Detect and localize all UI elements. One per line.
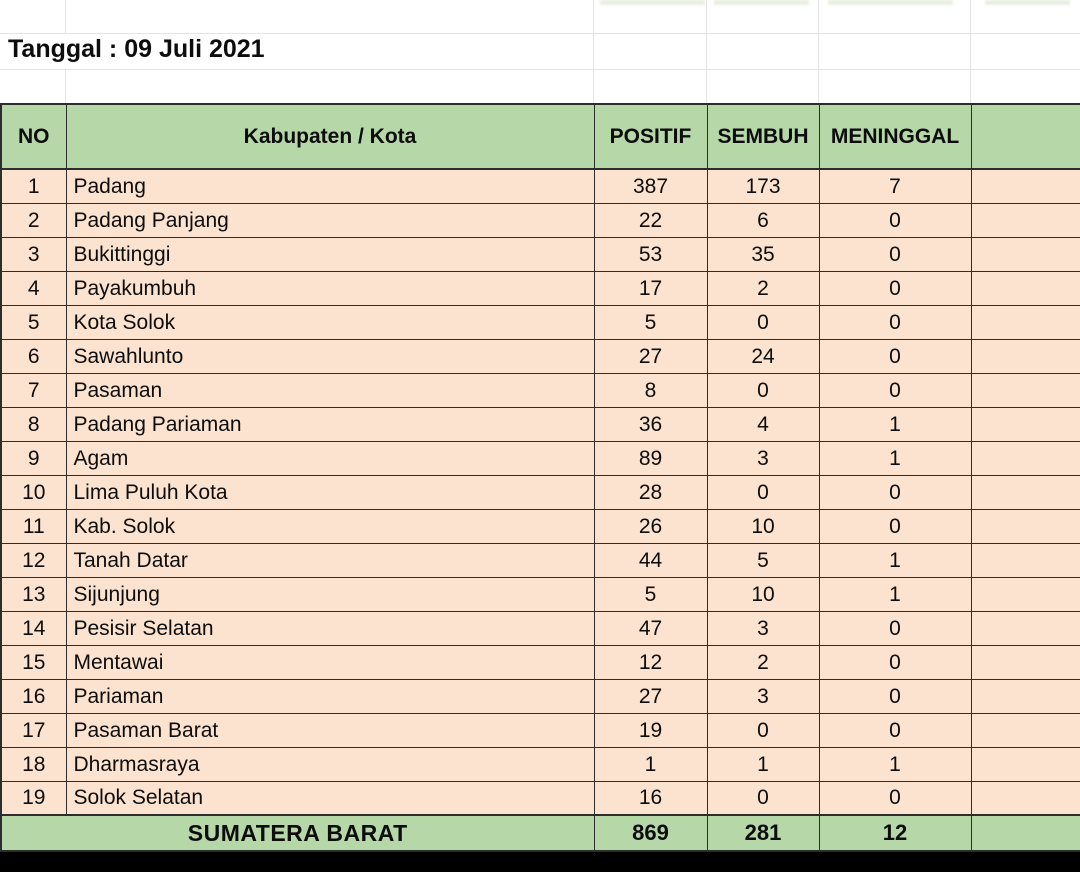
region-name-cell: Tanah Datar bbox=[66, 543, 594, 577]
row-empty-cell bbox=[971, 781, 1080, 815]
header-positif: POSITIF bbox=[594, 104, 707, 169]
table-row bbox=[1, 747, 1080, 781]
positif-value-cell: 27 bbox=[594, 339, 707, 373]
sembuh-value-cell: 1 bbox=[707, 747, 819, 781]
table-row bbox=[1, 577, 1080, 611]
header-empty-cell bbox=[971, 104, 1080, 169]
meninggal-value-cell: 0 bbox=[819, 713, 971, 747]
total-positif-cell: 869 bbox=[594, 815, 707, 851]
table-row bbox=[1, 237, 1080, 271]
region-name-cell: Payakumbuh bbox=[66, 271, 594, 305]
meninggal-value-cell: 1 bbox=[819, 407, 971, 441]
cutoff-row-remnant bbox=[828, 0, 953, 5]
meninggal-value-cell: 0 bbox=[819, 679, 971, 713]
sembuh-value-cell: 35 bbox=[707, 237, 819, 271]
positif-value-cell: 17 bbox=[594, 271, 707, 305]
sembuh-value-cell: 2 bbox=[707, 271, 819, 305]
region-name-cell: Sawahlunto bbox=[66, 339, 594, 373]
meninggal-value-cell: 0 bbox=[819, 645, 971, 679]
cutoff-row-remnant bbox=[985, 0, 1070, 5]
meninggal-value-cell: 0 bbox=[819, 305, 971, 339]
row-empty-cell bbox=[971, 611, 1080, 645]
region-name-cell: Pariaman bbox=[66, 679, 594, 713]
region-name-cell: Bukittinggi bbox=[66, 237, 594, 271]
sheet-gridline bbox=[818, 0, 819, 103]
row-number-cell: 2 bbox=[1, 203, 66, 237]
row-number-cell: 9 bbox=[1, 441, 66, 475]
table-row bbox=[1, 679, 1080, 713]
sembuh-value-cell: 3 bbox=[707, 679, 819, 713]
positif-value-cell: 27 bbox=[594, 679, 707, 713]
date-label: Tanggal : 09 Juli 2021 bbox=[8, 35, 265, 63]
positif-value-cell: 5 bbox=[594, 577, 707, 611]
positif-value-cell: 16 bbox=[594, 781, 707, 815]
region-name-cell: Agam bbox=[66, 441, 594, 475]
positif-value-cell: 387 bbox=[594, 169, 707, 203]
meninggal-value-cell: 0 bbox=[819, 203, 971, 237]
positif-value-cell: 89 bbox=[594, 441, 707, 475]
meninggal-value-cell: 0 bbox=[819, 237, 971, 271]
positif-value-cell: 26 bbox=[594, 509, 707, 543]
sembuh-value-cell: 0 bbox=[707, 713, 819, 747]
row-number-cell: 15 bbox=[1, 645, 66, 679]
row-empty-cell bbox=[971, 169, 1080, 203]
table-row bbox=[1, 407, 1080, 441]
positif-value-cell: 53 bbox=[594, 237, 707, 271]
region-name-cell: Padang Panjang bbox=[66, 203, 594, 237]
meninggal-value-cell: 0 bbox=[819, 373, 971, 407]
sembuh-value-cell: 0 bbox=[707, 781, 819, 815]
cutoff-row-remnant bbox=[600, 0, 705, 5]
sembuh-value-cell: 0 bbox=[707, 475, 819, 509]
table-row bbox=[1, 645, 1080, 679]
table-row bbox=[1, 441, 1080, 475]
row-number-cell: 14 bbox=[1, 611, 66, 645]
table-row bbox=[1, 305, 1080, 339]
region-name-cell: Kab. Solok bbox=[66, 509, 594, 543]
row-empty-cell bbox=[971, 713, 1080, 747]
sembuh-value-cell: 2 bbox=[707, 645, 819, 679]
sembuh-value-cell: 3 bbox=[707, 441, 819, 475]
row-number-cell: 19 bbox=[1, 781, 66, 815]
row-empty-cell bbox=[971, 305, 1080, 339]
region-name-cell: Sijunjung bbox=[66, 577, 594, 611]
row-number-cell: 3 bbox=[1, 237, 66, 271]
sheet-gridline bbox=[65, 0, 66, 33]
region-name-cell: Padang Pariaman bbox=[66, 407, 594, 441]
row-empty-cell bbox=[971, 441, 1080, 475]
region-name-cell: Pasaman Barat bbox=[66, 713, 594, 747]
sembuh-value-cell: 5 bbox=[707, 543, 819, 577]
meninggal-value-cell: 1 bbox=[819, 441, 971, 475]
sembuh-value-cell: 0 bbox=[707, 305, 819, 339]
region-name-cell: Pasaman bbox=[66, 373, 594, 407]
sembuh-value-cell: 6 bbox=[707, 203, 819, 237]
positif-value-cell: 5 bbox=[594, 305, 707, 339]
positif-value-cell: 22 bbox=[594, 203, 707, 237]
total-empty-cell bbox=[971, 815, 1080, 851]
table-row bbox=[1, 713, 1080, 747]
region-name-cell: Mentawai bbox=[66, 645, 594, 679]
row-empty-cell bbox=[971, 475, 1080, 509]
row-empty-cell bbox=[971, 203, 1080, 237]
positif-value-cell: 36 bbox=[594, 407, 707, 441]
sembuh-value-cell: 0 bbox=[707, 373, 819, 407]
row-number-cell: 7 bbox=[1, 373, 66, 407]
row-number-cell: 6 bbox=[1, 339, 66, 373]
sheet-gridline bbox=[970, 0, 971, 103]
meninggal-value-cell: 0 bbox=[819, 611, 971, 645]
positif-value-cell: 28 bbox=[594, 475, 707, 509]
table-row bbox=[1, 373, 1080, 407]
row-empty-cell bbox=[971, 543, 1080, 577]
row-number-cell: 12 bbox=[1, 543, 66, 577]
region-name-cell: Lima Puluh Kota bbox=[66, 475, 594, 509]
table-body bbox=[1, 169, 1080, 815]
sheet-gridline bbox=[65, 69, 66, 103]
meninggal-value-cell: 0 bbox=[819, 271, 971, 305]
region-name-cell: Padang bbox=[66, 169, 594, 203]
table-row bbox=[1, 203, 1080, 237]
row-empty-cell bbox=[971, 645, 1080, 679]
row-number-cell: 16 bbox=[1, 679, 66, 713]
region-name-cell: Pesisir Selatan bbox=[66, 611, 594, 645]
positif-value-cell: 1 bbox=[594, 747, 707, 781]
sheet-top-area bbox=[0, 0, 1080, 103]
row-number-cell: 1 bbox=[1, 169, 66, 203]
table-row bbox=[1, 543, 1080, 577]
meninggal-value-cell: 1 bbox=[819, 577, 971, 611]
meninggal-value-cell: 1 bbox=[819, 543, 971, 577]
table-row bbox=[1, 271, 1080, 305]
sheet-gridline bbox=[0, 69, 1080, 70]
positif-value-cell: 47 bbox=[594, 611, 707, 645]
total-sembuh-cell: 281 bbox=[707, 815, 819, 851]
cutoff-row-remnant bbox=[714, 0, 809, 5]
sembuh-value-cell: 3 bbox=[707, 611, 819, 645]
header-no: NO bbox=[1, 104, 66, 169]
region-name-cell: Dharmasraya bbox=[66, 747, 594, 781]
sheet-gridline bbox=[593, 0, 594, 103]
positif-value-cell: 19 bbox=[594, 713, 707, 747]
table-row bbox=[1, 475, 1080, 509]
row-number-cell: 8 bbox=[1, 407, 66, 441]
row-empty-cell bbox=[971, 577, 1080, 611]
row-number-cell: 4 bbox=[1, 271, 66, 305]
meninggal-value-cell: 0 bbox=[819, 339, 971, 373]
row-empty-cell bbox=[971, 407, 1080, 441]
meninggal-value-cell: 0 bbox=[819, 475, 971, 509]
row-empty-cell bbox=[971, 373, 1080, 407]
row-empty-cell bbox=[971, 339, 1080, 373]
row-empty-cell bbox=[971, 679, 1080, 713]
table-row bbox=[1, 509, 1080, 543]
header-row bbox=[1, 104, 1080, 169]
sheet-gridline bbox=[706, 0, 707, 103]
sembuh-value-cell: 10 bbox=[707, 577, 819, 611]
header-region: Kabupaten / Kota bbox=[66, 104, 594, 169]
sembuh-value-cell: 4 bbox=[707, 407, 819, 441]
row-empty-cell bbox=[971, 237, 1080, 271]
row-number-cell: 17 bbox=[1, 713, 66, 747]
meninggal-value-cell: 1 bbox=[819, 747, 971, 781]
row-number-cell: 5 bbox=[1, 305, 66, 339]
region-name-cell: Solok Selatan bbox=[66, 781, 594, 815]
bottom-black-strip bbox=[0, 852, 1080, 872]
positif-value-cell: 8 bbox=[594, 373, 707, 407]
header-sembuh: SEMBUH bbox=[707, 104, 819, 169]
header-meninggal: MENINGGAL bbox=[819, 104, 971, 169]
region-name-cell: Kota Solok bbox=[66, 305, 594, 339]
row-number-cell: 18 bbox=[1, 747, 66, 781]
table-row bbox=[1, 781, 1080, 815]
table-row bbox=[1, 169, 1080, 203]
row-number-cell: 10 bbox=[1, 475, 66, 509]
sembuh-value-cell: 10 bbox=[707, 509, 819, 543]
positif-value-cell: 44 bbox=[594, 543, 707, 577]
sembuh-value-cell: 173 bbox=[707, 169, 819, 203]
total-meninggal-cell: 12 bbox=[819, 815, 971, 851]
row-empty-cell bbox=[971, 747, 1080, 781]
meninggal-value-cell: 7 bbox=[819, 169, 971, 203]
row-empty-cell bbox=[971, 271, 1080, 305]
total-row bbox=[1, 815, 1080, 851]
row-number-cell: 11 bbox=[1, 509, 66, 543]
sembuh-value-cell: 24 bbox=[707, 339, 819, 373]
total-label-cell: SUMATERA BARAT bbox=[1, 815, 594, 851]
meninggal-value-cell: 0 bbox=[819, 781, 971, 815]
positif-value-cell: 12 bbox=[594, 645, 707, 679]
table-row bbox=[1, 339, 1080, 373]
row-number-cell: 13 bbox=[1, 577, 66, 611]
table-row bbox=[1, 611, 1080, 645]
row-empty-cell bbox=[971, 509, 1080, 543]
meninggal-value-cell: 0 bbox=[819, 509, 971, 543]
covid-region-table bbox=[0, 103, 1080, 852]
